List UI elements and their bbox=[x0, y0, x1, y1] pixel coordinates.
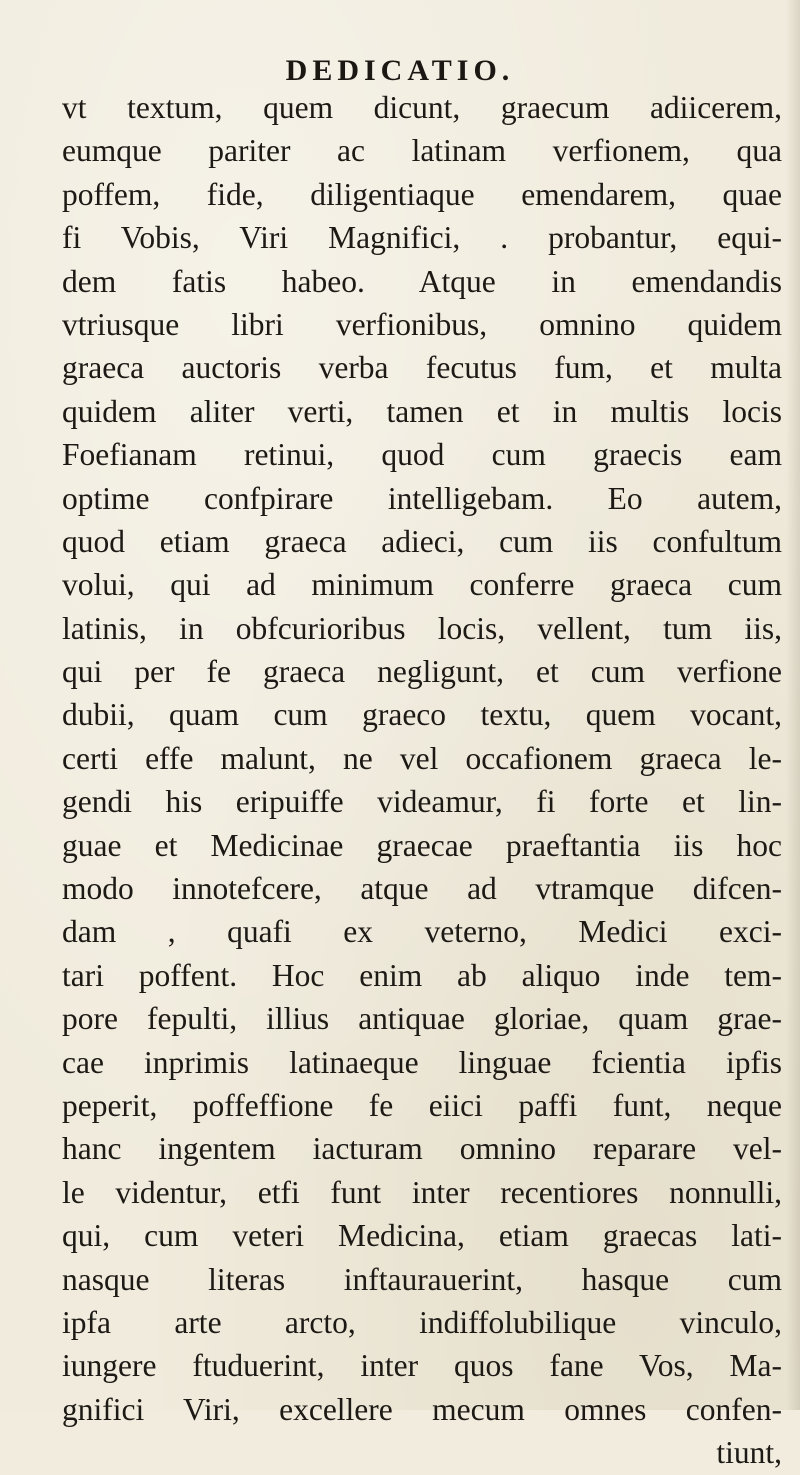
text-line: dem fatis habeo. Atque in emendandis bbox=[62, 263, 782, 299]
text-line: iungere ftuduerint, inter quos fane Vos, Ma- bbox=[62, 1348, 782, 1384]
text-line: fi Vobis, Viri Magnifici, . probantur, equi- bbox=[62, 220, 782, 256]
text-line: qui, cum veteri Medicina, etiam graecas lati- bbox=[62, 1218, 782, 1254]
running-head: DEDICATIO. bbox=[285, 54, 515, 87]
text-line: tari poffent. Hoc enim ab aliquo inde tem- bbox=[62, 957, 782, 993]
text-line: vtriusque libri verfionibus, omnino quidem bbox=[62, 306, 782, 342]
text-line: guae et Medicinae graecae praeftantia iis hoc bbox=[62, 827, 782, 863]
text-line: modo innotefcere, atque ad vtramque difcen- bbox=[62, 871, 782, 907]
text-line: peperit, poffeffione fe eiici paffi funt, neque bbox=[62, 1087, 782, 1123]
text-line: graeca auctoris verba fecutus fum, et multa bbox=[62, 350, 782, 386]
text-line: le videntur, etfi funt inter recentiores nonnulli, bbox=[62, 1174, 782, 1210]
text-line: ipfa arte arcto, indiffolubilique vinculo, bbox=[62, 1304, 782, 1340]
text-line: optime confpirare intelligebam. Eo autem, bbox=[62, 480, 782, 516]
text-line: cae inprimis latinaeque linguae fcientia ipfis bbox=[62, 1044, 782, 1080]
text-line: gendi his eripuiffe videamur, fi forte et lin- bbox=[62, 784, 782, 820]
text-line: gnifici Viri, excellere mecum omnes confen- bbox=[62, 1391, 782, 1427]
text-line: pore fepulti, illius antiquae gloriae, quam grae- bbox=[62, 1001, 782, 1037]
text-line: vt textum, quem dicunt, graecum adiicerem, bbox=[62, 90, 782, 125]
text-line: poffem, fide, diligentiaque emendarem, quae bbox=[62, 176, 782, 212]
text-line: dam , quafi ex veterno, Medici exci- bbox=[62, 914, 782, 950]
text-line: certi effe malunt, ne vel occafionem graeca le- bbox=[62, 740, 782, 776]
text-line: qui per fe graeca negligunt, et cum verfione bbox=[62, 654, 782, 690]
text-line: latinis, in obfcurioribus locis, vellent, tum iis, bbox=[62, 610, 782, 646]
text-line: dubii, quam cum graeco textu, quem vocant, bbox=[62, 697, 782, 733]
text-line: quidem aliter verti, tamen et in multis locis bbox=[62, 393, 782, 429]
text-line: hanc ingentem iacturam omnino reparare vel- bbox=[62, 1131, 782, 1167]
text-line: Foefianam retinui, quod cum graecis eam bbox=[62, 437, 782, 473]
text-line: nasque literas inftaurauerint, hasque cum bbox=[62, 1261, 782, 1297]
text-line: quod etiam graeca adieci, cum iis confultum bbox=[62, 523, 782, 559]
page-edge-shadow bbox=[786, 0, 800, 1410]
text-line: eumque pariter ac latinam verfionem, qua bbox=[62, 133, 782, 169]
catchword-line: tiunt, bbox=[716, 1435, 782, 1471]
text-line: volui, qui ad minimum conferre graeca cum bbox=[62, 567, 782, 603]
body-text bbox=[62, 86, 782, 1475]
